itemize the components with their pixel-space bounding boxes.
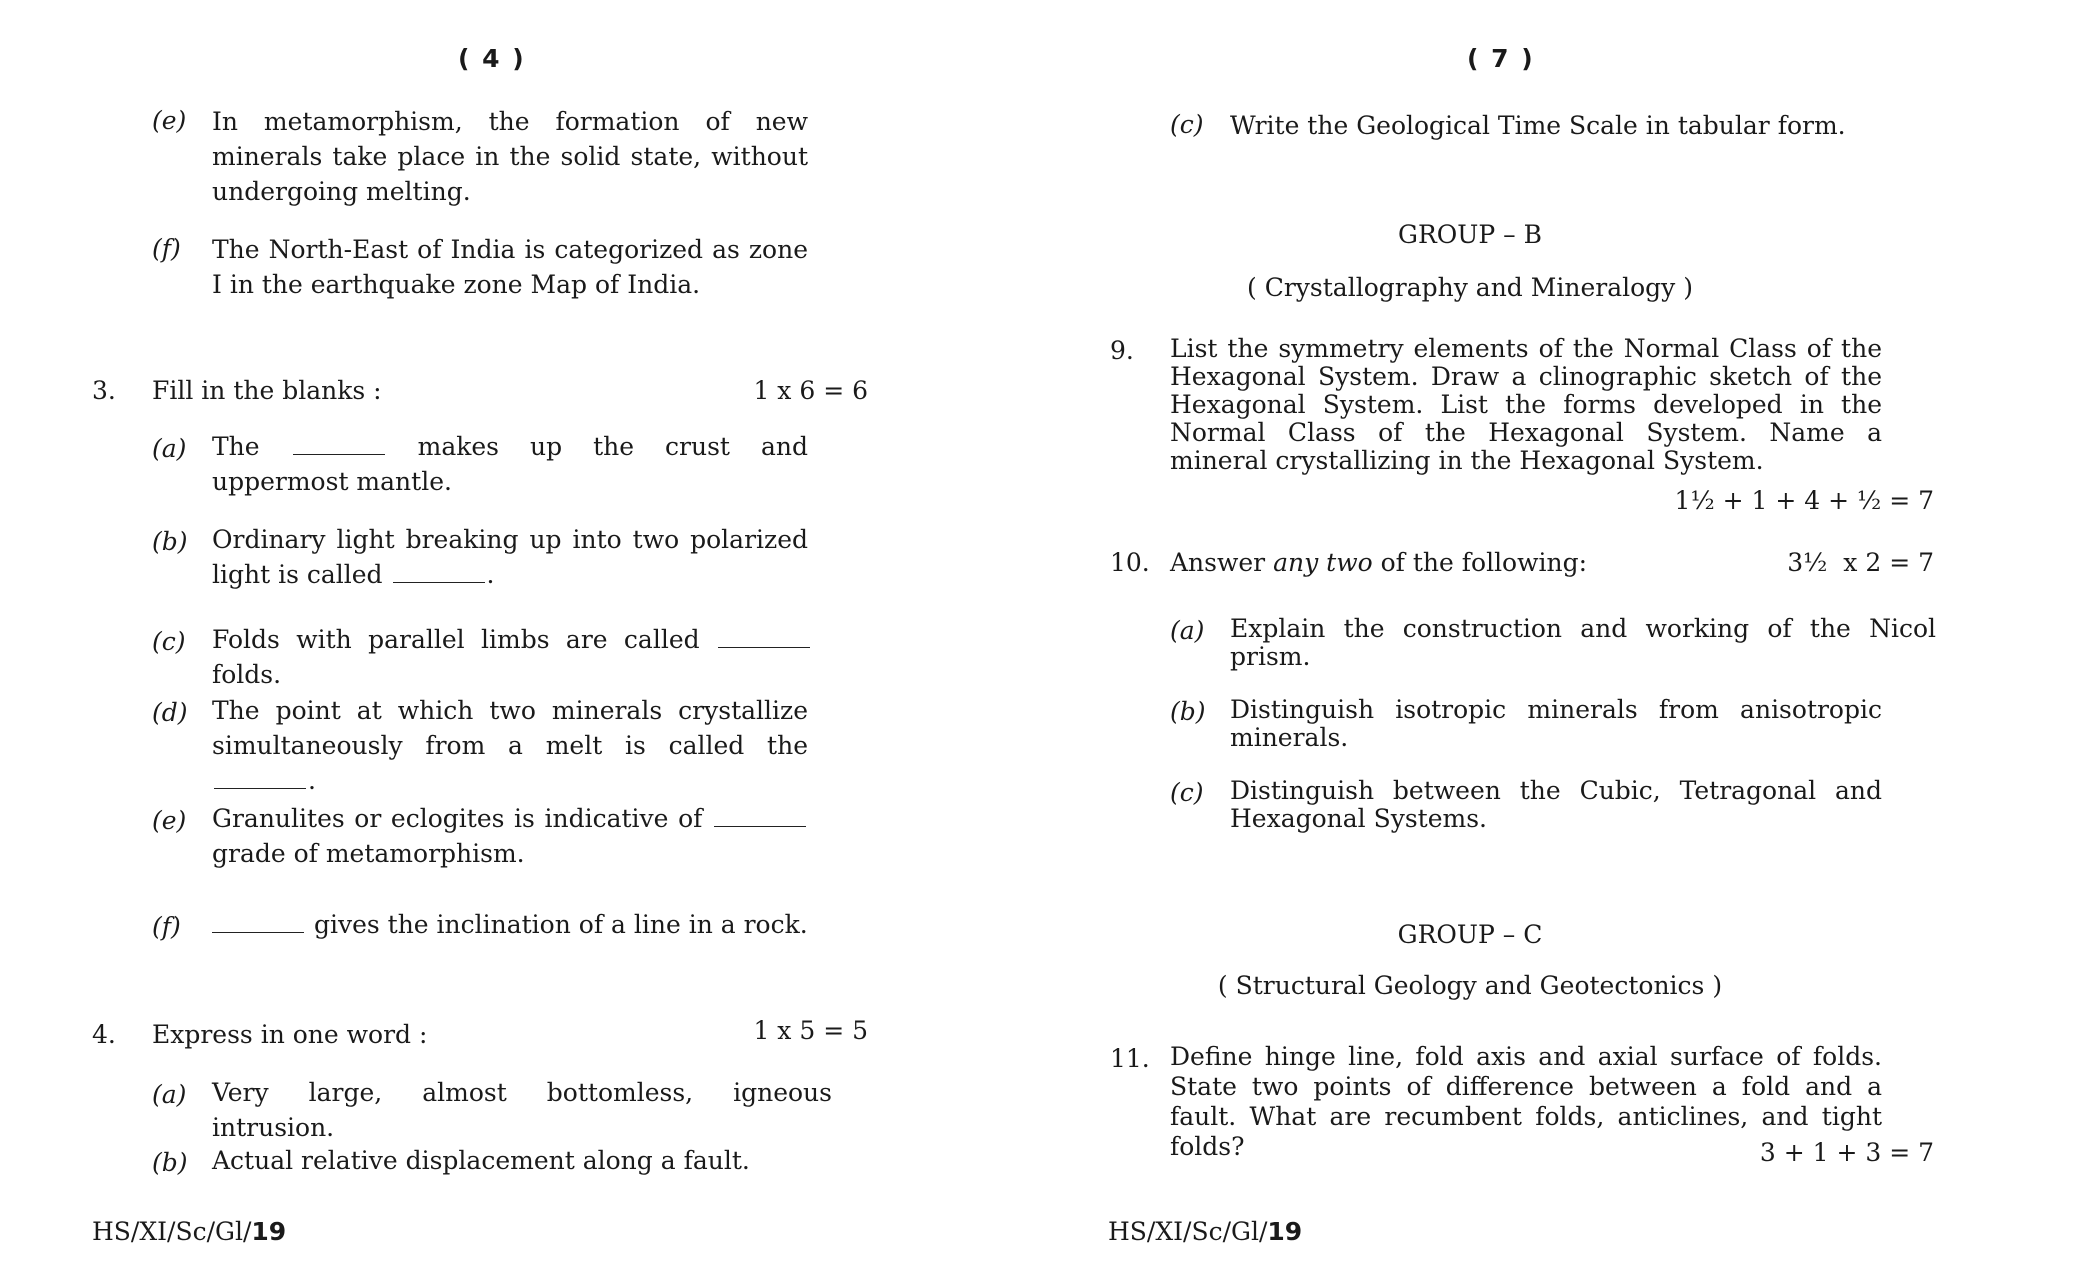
footer-code: HS/XI/Sc/Gl/19 xyxy=(1108,1217,1303,1246)
item-text: Very large, almost bottomless, igneous intrusion. xyxy=(212,1078,832,1142)
question-text: Define hinge line, fold axis and axial surface of folds. State two points of difference between a fold and a fault. What are recumbent folds, anticlines, and tight folds? xyxy=(1170,1042,1882,1161)
blank-line xyxy=(212,932,304,933)
question-marks: 3 + 1 + 3 = 7 xyxy=(1759,1138,1934,1167)
item-label: (d) xyxy=(152,698,188,727)
item-text: The point at which two minerals crystallize simultaneously from a melt is called the . xyxy=(212,696,808,795)
item-label: (b) xyxy=(152,527,188,556)
question-title: Answer any two of the following: xyxy=(1170,548,1588,577)
item-label: (c) xyxy=(1170,778,1204,807)
question-marks: 1 x 5 = 5 xyxy=(753,1016,868,1045)
item-label: (f) xyxy=(152,912,181,941)
page-number: ( 7 ) xyxy=(1467,44,1535,73)
item-label: (a) xyxy=(152,434,187,463)
item-text: In metamorphism, the formation of new minerals take place in the solid state, without undergoing melting. xyxy=(212,107,808,206)
item-label: (b) xyxy=(1170,697,1206,726)
question-title: Fill in the blanks : xyxy=(152,376,382,405)
item-label: (f) xyxy=(152,234,181,263)
item-text: Distinguish between the Cubic, Tetragonal and Hexagonal Systems. xyxy=(1230,776,1882,833)
item-text: Actual relative displacement along a fault. xyxy=(212,1146,750,1175)
item-text: The makes up the crust and uppermost mantle. xyxy=(212,432,808,496)
item-label: (a) xyxy=(1170,616,1205,645)
question-number: 4. xyxy=(92,1020,116,1049)
page-number: ( 4 ) xyxy=(458,44,526,73)
group-c-title: GROUP – C xyxy=(1397,920,1543,949)
item-text: The North-East of India is categorized as zone I in the earthquake zone Map of India. xyxy=(212,235,808,299)
blank-line xyxy=(393,582,485,583)
question-number: 9. xyxy=(1110,336,1134,365)
item-label: (e) xyxy=(152,806,187,835)
blank-line xyxy=(714,826,806,827)
item-text: Granulites or eclogites is indicative of grade of metamorphism. xyxy=(212,801,808,871)
footer-code: HS/XI/Sc/Gl/19 xyxy=(92,1217,287,1246)
blank-line xyxy=(214,788,306,789)
question-marks: 1½ + 1 + 4 + ½ = 7 xyxy=(1674,486,1934,515)
item-label: (c) xyxy=(1170,110,1204,139)
question-number: 3. xyxy=(92,376,116,405)
item-label: (c) xyxy=(152,627,186,656)
question-number: 10. xyxy=(1110,548,1150,577)
item-label: (b) xyxy=(152,1148,188,1177)
item-label: (e) xyxy=(152,106,187,135)
item-text: Ordinary light breaking up into two polarized light is called . xyxy=(212,525,808,589)
blank-line xyxy=(718,647,810,648)
right-page xyxy=(1050,0,2100,1275)
blank-line xyxy=(293,454,385,455)
item-text: Distinguish isotropic minerals from anisotropic minerals. xyxy=(1230,695,1882,752)
item-text: Write the Geological Time Scale in tabular form. xyxy=(1230,111,1846,140)
item-text: Explain the construction and working of the Nicol prism. xyxy=(1230,614,1936,671)
item-label: (a) xyxy=(152,1080,187,1109)
question-title: Express in one word : xyxy=(152,1020,428,1049)
question-text: List the symmetry elements of the Normal Class of the Hexagonal System. Draw a clinographic sketch of the Hexagonal System. List the forms developed in the Normal Class of the Hexagonal System. Name a mineral crystallizing in the Hexagonal System. xyxy=(1170,334,1882,475)
question-marks: 3½ x 2 = 7 xyxy=(1787,548,1934,577)
group-b-title: GROUP – B xyxy=(1398,220,1542,249)
question-number: 11. xyxy=(1110,1044,1150,1073)
group-c-subtitle: ( Structural Geology and Geotectonics ) xyxy=(1217,971,1723,1000)
item-text: Folds with parallel limbs are called folds. xyxy=(212,622,812,692)
group-b-subtitle: ( Crystallography and Mineralogy ) xyxy=(1247,273,1693,302)
item-text: gives the inclination of a line in a rock. xyxy=(212,907,812,942)
question-marks: 1 x 6 = 6 xyxy=(753,376,868,405)
